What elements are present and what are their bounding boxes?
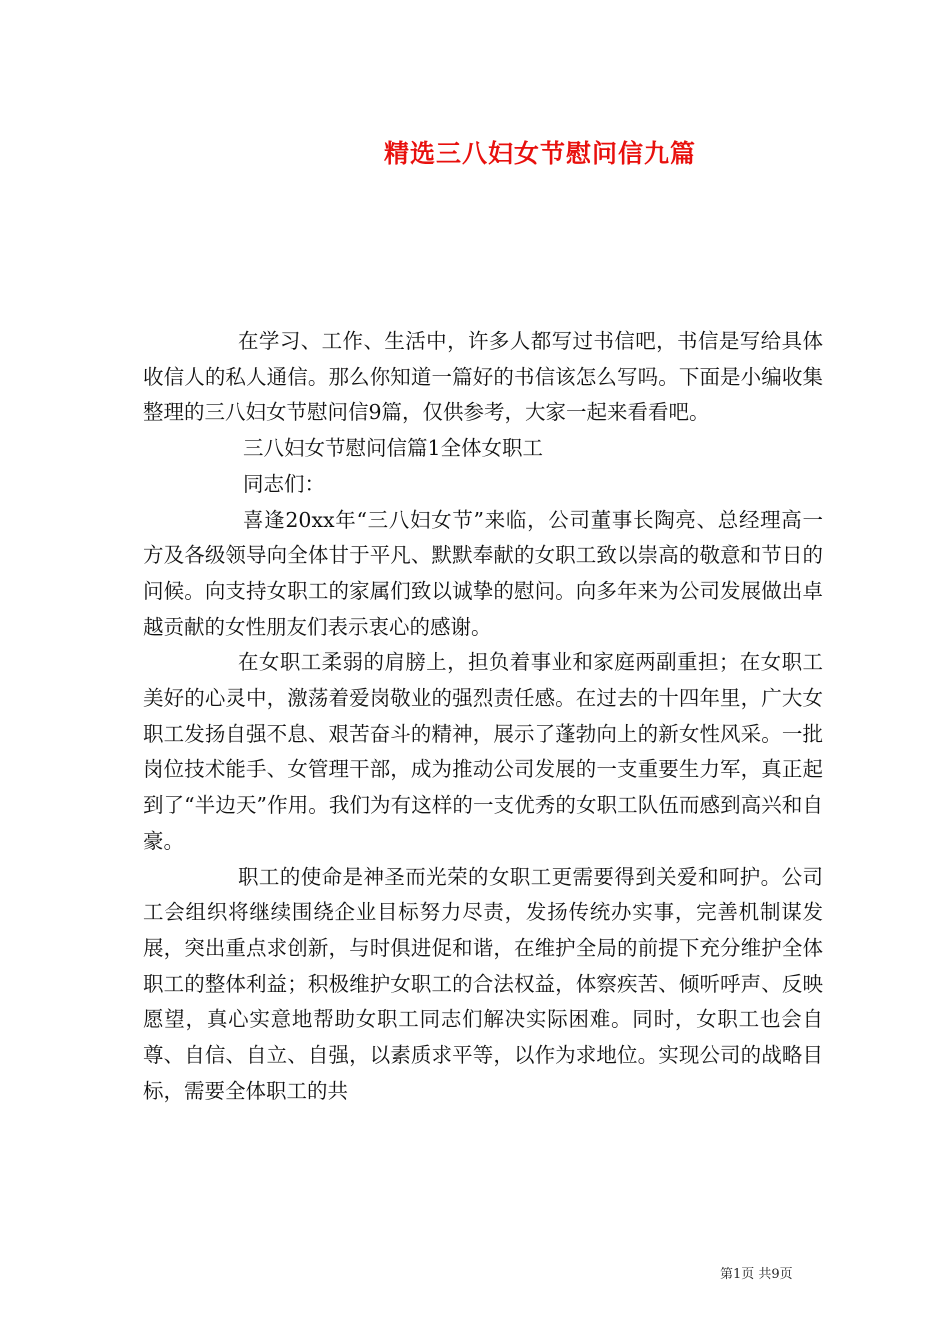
body-paragraph-3: 职工的使命是神圣而光荣的女职工更需要得到关爱和呵护。公司工会组织将继续围绕企业目标努力尽责，发扬传统办实事，完善机制谋发展，突出重点求创新，与时俱进促和谐，在维护全局的前提下充分维护全体职工的整体利益；积极维护女职工的合法权益，体察疾苦、倾听呼声、反映愿望，真心实意地帮助女职工同志们解决实际困难。同时，女职工也会自尊、自信、自立、自强，以素质求平等，以作为求地位。实现公司的战略目标，需要全体职工的共 [143,864,823,1103]
document-title: 精选三八妇女节慰问信九篇 [383,139,696,168]
letter-heading: 三八妇女节慰问信篇1全体女职工 [243,436,544,461]
body-paragraph-1: 喜逢20xx年“三八妇女节”来临，公司董事长陶亮、总经理高一方及各级领导向全体甘于平凡、默默奉献的女职工致以崇高的敬意和节日的问候。向支持女职工的家属们致以诚挚的慰问。向多年来为公司发展做出卓越贡献的女性朋友们表示衷心的感谢。 [143,507,823,639]
salutation: 同志们： [243,471,325,496]
body-paragraph-2: 在女职工柔弱的肩膀上，担负着事业和家庭两副重担；在女职工美好的心灵中，激荡着爱岗敬业的强烈责任感。在过去的十四年里，广大女职工发扬自强不息、艰苦奋斗的精神，展示了蓬勃向上的新女性风采。一批岗位技术能手、女管理干部，成为推动公司发展的一支重要生力军，真正起到了“半边天”作用。我们为有这样的一支优秀的女职工队伍而感到高兴和自豪。 [143,650,823,853]
document-body [143,324,823,1109]
intro-paragraph: 在学习、工作、生活中，许多人都写过书信吧，书信是写给具体收信人的私人通信。那么你知道一篇好的书信该怎么写吗。下面是小编收集整理的三八妇女节慰问信9篇，仅供参考，大家一起来看看吧。 [143,329,823,425]
page-number-footer: 第1页 共9页 [720,1267,793,1282]
